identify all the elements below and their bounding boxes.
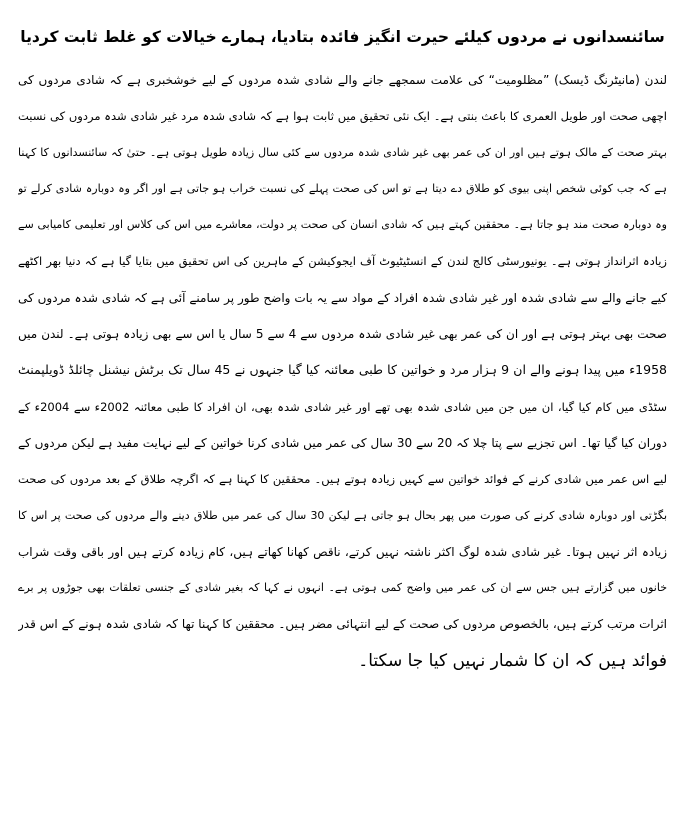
article-line: اچھی صحت اور طویل العمری کا باعث بنتی ہے۔ ایک نئی تحقیق میں ثابت ہوا ہے کہ شادی شدہ مرد غیر شادی شدہ مردوں کی نسبت bbox=[18, 109, 667, 124]
article-line: خانوں میں گزارتے ہیں جس سے ان کی عمر میں واضح کمی ہوتی ہے۔ انہوں نے کہا کہ بغیر شادی کے جنسی تعلقات بھی جوڑوں پر برے bbox=[18, 581, 667, 595]
article-line: کیے جانے والے سے شادی شدہ اور غیر شادی شدہ افراد کے مواد سے یہ بات واضح طور پر سامنے آئی ہے کہ شادی شدہ مردوں کی bbox=[18, 290, 667, 305]
article-line: بگڑتی اور دوبارہ شادی کرنے کی صورت میں پھر بحال ہو جاتی ہے لیکن 30 سال کی عمر میں طلاق دینے والے مردوں کی صحت پر اس کا bbox=[18, 508, 667, 522]
article-line: وہ دوبارہ صحت مند ہو جاتا ہے۔ محققین کہتے ہیں کہ شادی انسان کی صحت پر دولت، معاشرے میں اس کی کلاس اور تعلیمی کامیابی سے bbox=[18, 218, 667, 232]
article-line: دوران کیا گیا تھا۔ اس تجزیے سے پتا چلا کہ 20 سے 30 سال کی عمر میں شادی کرنا خواتین کے لیے نہایت مفید ہے لیکن مردوں کے bbox=[18, 435, 667, 450]
article-line: سٹڈی میں کام کیا گیا، ان میں جن میں شادی شدہ بھی تھے اور غیر شادی شدہ بھی، ان افراد کا طبی معائنہ 2002ء سے 2004ء کے bbox=[18, 399, 667, 414]
article-line: لندن (مانیٹرنگ ڈیسک) ”مظلومیت“ کی علامت سمجھے جانے والے شادی شدہ مردوں کے لیے خوشخبری ہے کہ شادی مردوں کی bbox=[18, 73, 667, 87]
article-line: ہے کہ جب کوئی شخص اپنی بیوی کو طلاق دے دیتا ہے تو اس کی صحت پہلے کی نسبت خراب ہو جاتی ہے اور اگر وہ دوبارہ شادی کرلے تو bbox=[18, 181, 667, 195]
article-line: اثرات مرتب کرتے ہیں، بالخصوص مردوں کی صحت کے لیے انتہائی مضر ہیں۔ محققین کا کہنا تھا کہ شادی شدہ ہونے کے اس قدر bbox=[18, 617, 667, 632]
article-line: زیادہ اثر نہیں ہوتا۔ غیر شادی شدہ لوگ اکثر ناشتہ نہیں کرتے، ناقص کھانا کھاتے ہیں، کام زیادہ کرتے ہیں اور باقی وقت شراب bbox=[18, 544, 667, 559]
article-line: زیادہ اثرانداز ہوتی ہے۔ یونیورسٹی کالج لندن کے انسٹیٹیوٹ آف ایجوکیشن کے ماہرین کی اس تحقیق میں بتایا گیا ہے کہ دنیا بھر اکٹھے bbox=[18, 254, 667, 269]
article-headline: سائنسدانوں نے مردوں کیلئے حیرت انگیز فائدہ بتادیا، ہمارے خیالات کو غلط ثابت کردیا bbox=[20, 28, 665, 46]
article-line: لیے اس عمر میں شادی کرنے کے فوائد خواتین سے کہیں زیادہ ہوتے ہیں۔ محققین کا کہنا ہے کہ اگرچہ طلاق کے بعد مردوں کی صحت bbox=[18, 472, 667, 487]
article-line: صحت بھی بہتر ہوتی ہے اور ان کی عمر بھی غیر شادی شدہ مردوں سے 4 سے 5 سال یا اس سے بھی زیادہ ہوتی ہے۔ لندن میں bbox=[18, 327, 667, 342]
article-line: 1958ء میں پیدا ہونے والے ان 9 ہزار مرد و خواتین کا طبی معائنہ کیا گیا جنہوں نے 45 سال تک برٹش نیشنل چائلڈ ڈویلپمنٹ bbox=[18, 362, 667, 378]
article-line: بہتر صحت کے مالک ہوتے ہیں اور ان کی عمر بھی غیر شادی شدہ مردوں سے کئی سال زیادہ طویل ہوتی ہے۔ حتیٰ کہ سائنسدانوں کا کہنا bbox=[18, 145, 667, 159]
article-body bbox=[18, 62, 667, 679]
article-line: فوائد ہیں کہ ان کا شمار نہیں کیا جا سکتا۔ bbox=[358, 650, 667, 671]
